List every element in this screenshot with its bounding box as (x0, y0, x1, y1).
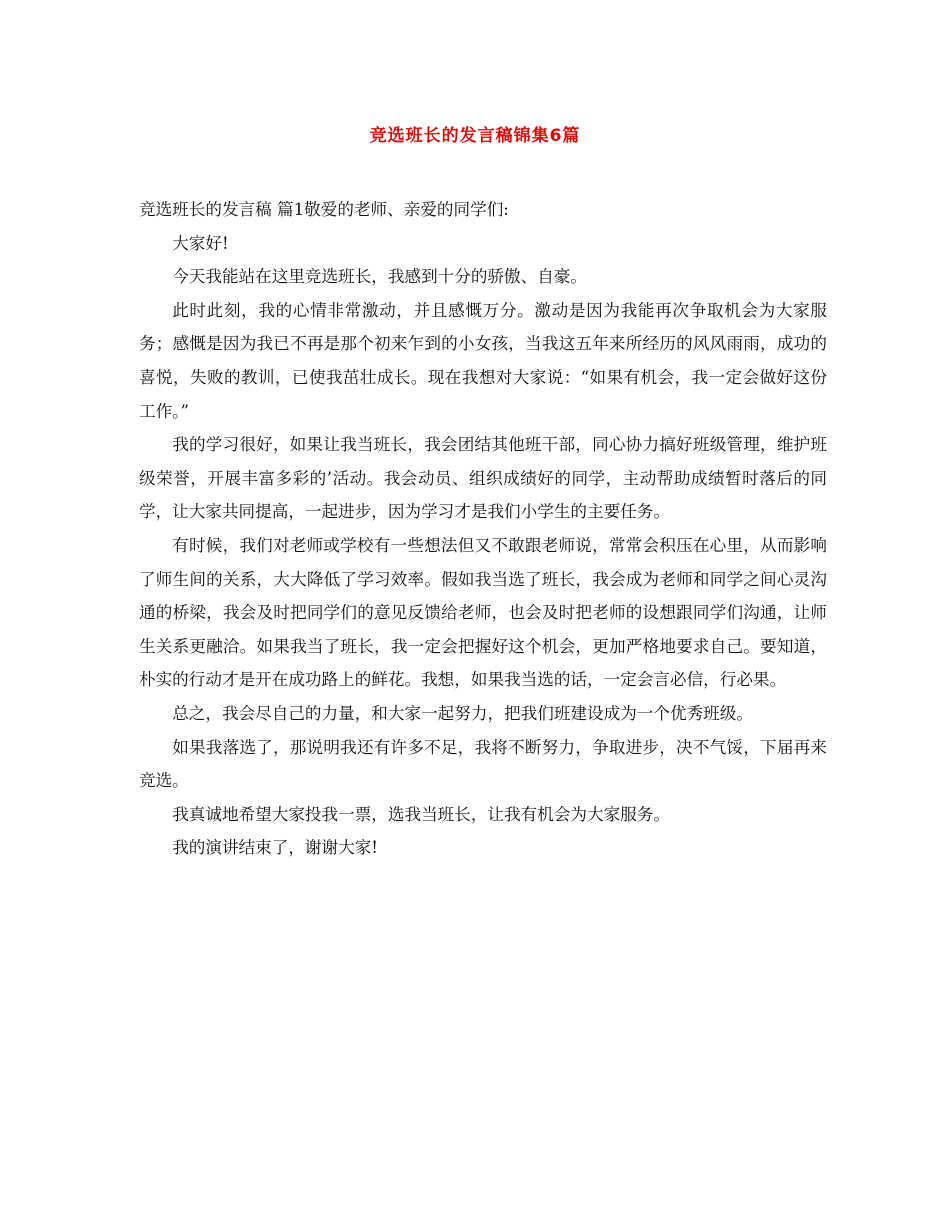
paragraph: 我真诚地希望大家投我一票，选我当班长，让我有机会为大家服务。 (172, 804, 670, 824)
paragraph: 有时候，我们对老师或学校有一些想法但又不敢跟老师说，常常会积压在心里，从而影响了师生间的关系，大大降低了学习效率。假如我当选了班长，我会成为老师和同学之间心灵沟通的桥梁，我会及时把同学们的意见反馈给老师，也会及时把老师的设想跟同学们沟通，让师生关系更融洽。如果我当了班长，我一定会把握好这个机会，更加严格地要求自己。要知道，朴实的行动才是开在成功路上的鲜花。我想，如果我当选的话，一定会言必信，行必果。 (139, 535, 827, 690)
paragraph: 我的学习很好，如果让我当班长，我会团结其他班干部，同心协力搞好班级管理，维护班级荣誉，开展丰富多彩的’活动。我会动员、组织成绩好的同学，主动帮助成绩暂时落后的同学，让大家共同提高，一起进步，因为学习才是我们小学生的主要任务。 (139, 435, 827, 522)
paragraph: 此时此刻，我的心情非常激动，并且感慨万分。激动是因为我能再次争取机会为大家服务；感慨是因为我已不再是那个初来乍到的小女孩，当我这五年来所经历的风风雨雨，成功的喜悦，失败的教训，已使我茁壮成长。现在我想对大家说：“如果有机会，我一定会做好这份工作。” (139, 300, 827, 421)
document-body (139, 193, 827, 865)
paragraph-greeting: 大家好! (172, 233, 229, 253)
paragraph: 如果我落选了，那说明我还有许多不足，我将不断努力，争取进步，决不气馁，下届再来竞选。 (139, 737, 827, 791)
paragraph: 总之，我会尽自己的力量，和大家一起努力，把我们班建设成为一个优秀班级。 (172, 703, 753, 723)
paragraph-heading: 竞选班长的发言稿 篇1敬爱的老师、亲爱的同学们: (139, 200, 509, 219)
paragraph-closing: 我的演讲结束了，谢谢大家! (172, 838, 378, 858)
document-title: 竞选班长的发言稿锦集6篇 (369, 126, 581, 146)
paragraph: 今天我能站在这里竞选班长，我感到十分的骄傲、自豪。 (172, 267, 588, 287)
